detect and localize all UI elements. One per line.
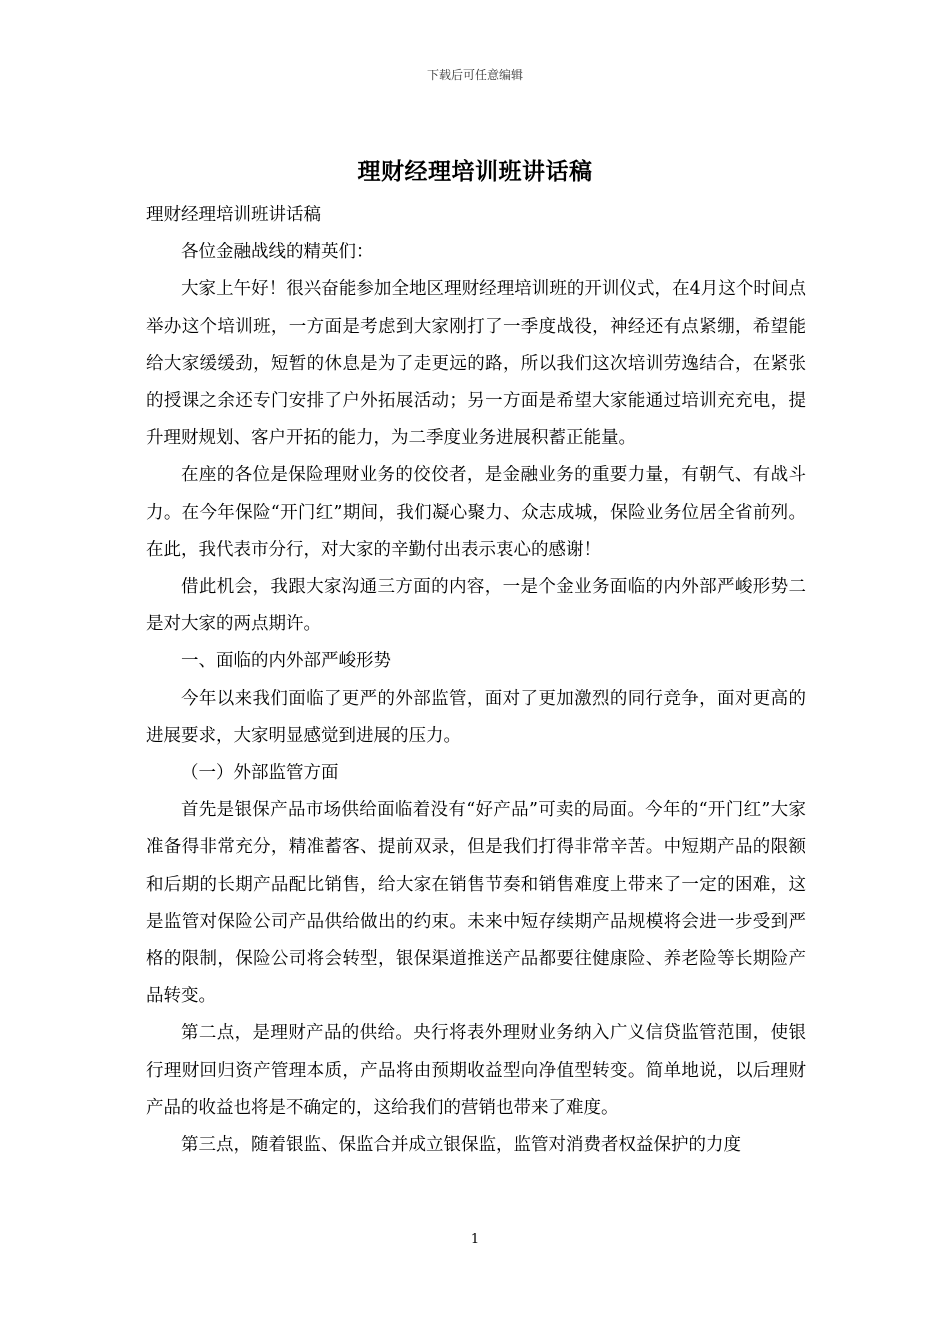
paragraph: 借此机会，我跟大家沟通三方面的内容，一是个金业务面临的内外部严峻形势二是对大家的两点期许。	[146, 577, 806, 635]
section-heading: 一、面临的内外部严峻形势	[181, 651, 391, 672]
paragraph: 第二点，是理财产品的供给。央行将表外理财业务纳入广义信贷监管范围，使银行理财回归资产管理本质，产品将由预期收益型向净值型转变。简单地说，以后理财产品的收益也将是不确定的，这给我们的营销也带来了难度。	[146, 1023, 806, 1118]
paragraph: 第三点，随着银监、保监合并成立银保监，监管对消费者权益保护的力度	[181, 1135, 741, 1156]
header-note: 下载后可任意编辑	[426, 68, 523, 82]
paragraph-subtitle: 理财经理培训班讲话稿	[146, 205, 321, 225]
document-body	[146, 197, 806, 1164]
document-title: 理财经理培训班讲话稿	[357, 158, 593, 185]
paragraph: 大家上午好！很兴奋能参加全地区理财经理培训班的开训仪式，在4月这个时间点举办这个培训班，一方面是考虑到大家刚打了一季度战役，神经还有点紧绷，希望能给大家缓缓劲，短暂的休息是为了走更远的路，所以我们这次培训劳逸结合，在紧张的授课之余还专门安排了户外拓展活动；另一方面是希望大家能通过培训充充电，提升理财规划、客户开拓的能力，为二季度业务进展积蓄正能量。	[146, 279, 806, 449]
page-number: 1	[470, 1232, 480, 1247]
subsection-heading: （一）外部监管方面	[181, 763, 339, 784]
paragraph: 今年以来我们面临了更严的外部监管，面对了更加激烈的同行竞争，面对更高的进展要求，大家明显感觉到进展的压力。	[146, 688, 806, 746]
paragraph: 在座的各位是保险理财业务的佼佼者，是金融业务的重要力量，有朝气、有战斗力。在今年保险“开门红”期间，我们凝心聚力、众志成城，保险业务位居全省前列。在此，我代表市分行，对大家的辛勤付出表示衷心的感谢！	[146, 465, 806, 560]
paragraph-salutation: 各位金融战线的精英们：	[181, 242, 374, 263]
paragraph: 首先是银保产品市场供给面临着没有“好产品”可卖的局面。今年的“开门红”大家准备得非常充分，精准蓄客、提前双录，但是我们打得非常辛苦。中短期产品的限额和后期的长期产品配比销售，给大家在销售节奏和销售难度上带来了一定的困难，这是监管对保险公司产品供给做出的约束。未来中短存续期产品规模将会进一步受到严格的限制，保险公司将会转型，银保渠道推送产品都要往健康险、养老险等长期险产品转变。	[146, 800, 806, 1007]
